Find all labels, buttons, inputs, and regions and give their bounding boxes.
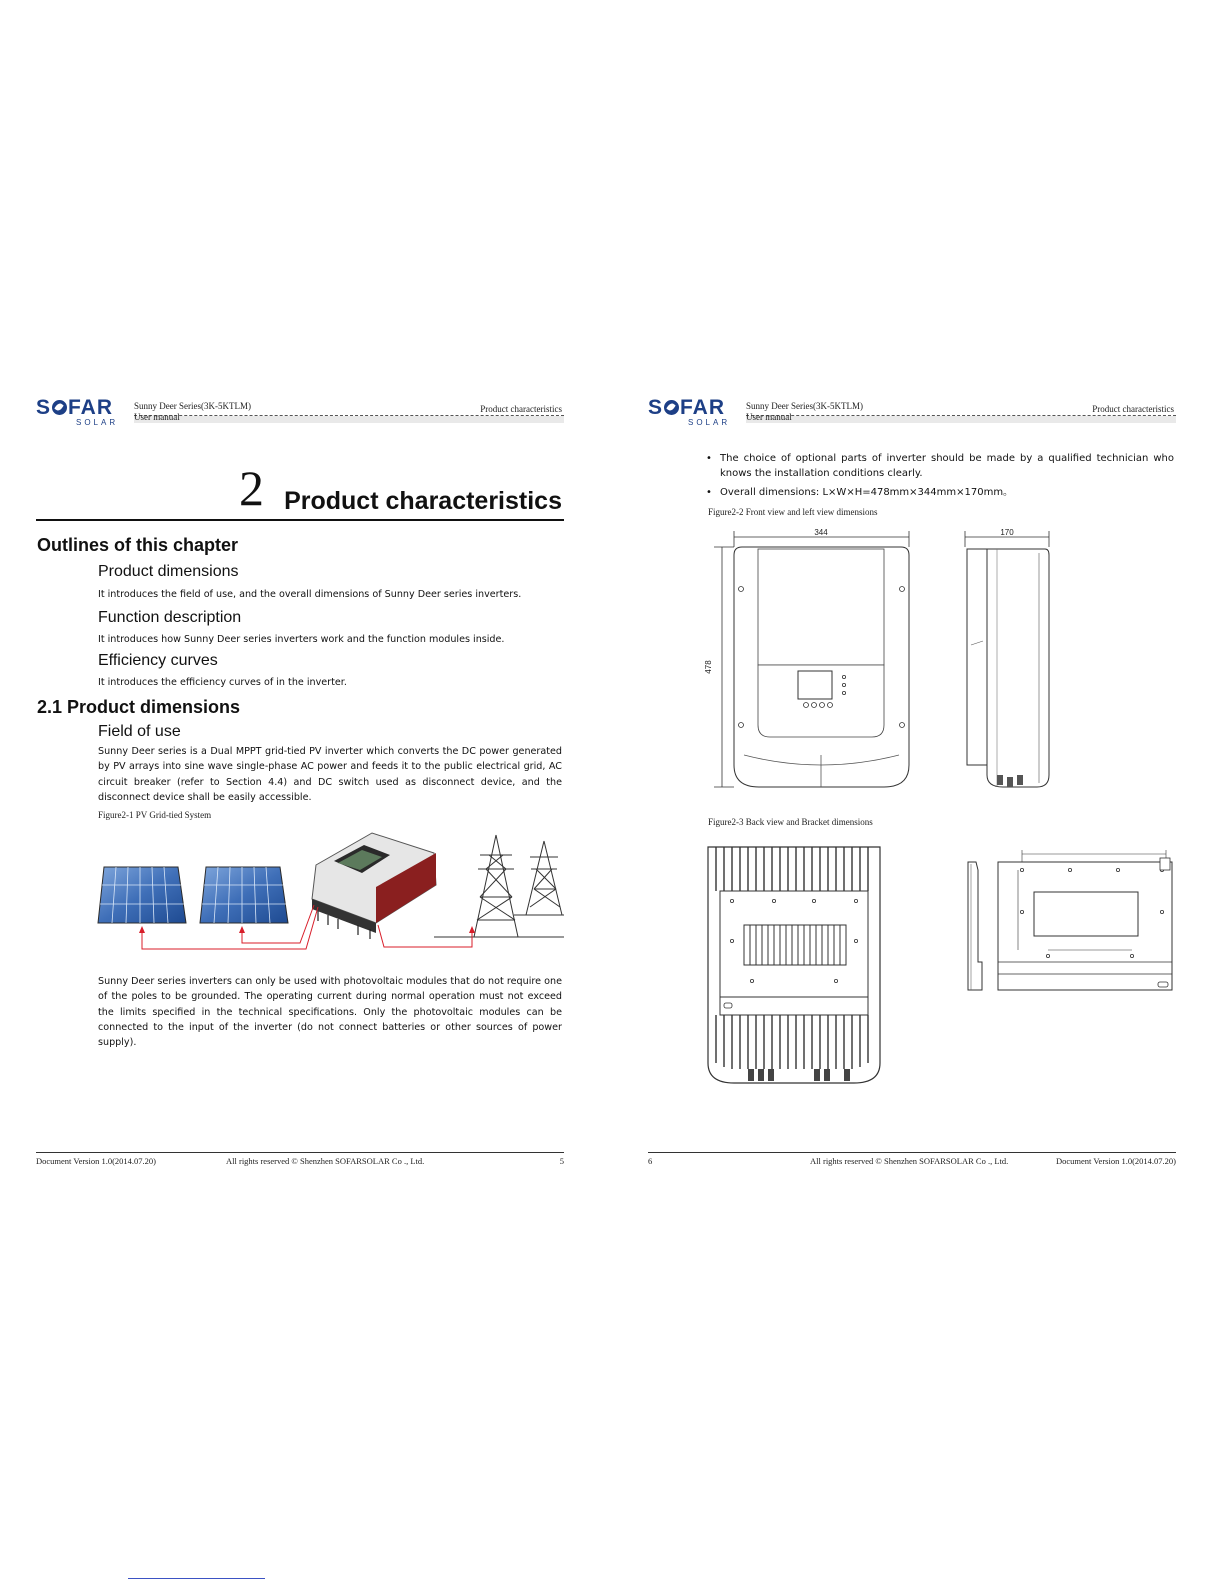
solar-panel-1-icon [98, 867, 186, 923]
bottom-underline-link[interactable] [128, 1578, 265, 1579]
bracket-dimension-drawing [960, 850, 1175, 1000]
bullet-dot-icon: • [706, 453, 712, 464]
page-header [36, 395, 564, 425]
field-of-use-paragraph: Sunny Deer series is a Dual MPPT grid-tied PV inverter which converts the DC power generated by PV arrays into sine wave single-phase AC power and feeds it to the public electrical grid, AC circuit breaker (refer to Section 4.4) and DC switch used as disconnect device, and the disconnect device shall be easily accessible. [98, 746, 562, 803]
outline-title-efficiency: Efficiency curves [98, 652, 218, 669]
back-view-drawing [704, 843, 884, 1088]
left-view-dimension-drawing [953, 525, 1063, 795]
footer-version: Document Version 1.0(2014.07.20) [36, 1156, 157, 1166]
figure-2-1-caption: Figure2-1 PV Grid-tied System [98, 810, 212, 820]
header-rule [134, 415, 564, 416]
left-page [36, 395, 566, 1175]
logo-leaf-icon [52, 400, 67, 415]
sofar-logo [36, 397, 134, 425]
footer-version: Document Version 1.0(2014.07.20) [1055, 1156, 1176, 1166]
connection-arrow-icons [139, 926, 475, 933]
footer-rule [36, 1152, 564, 1153]
dim-depth-label: 170 [1000, 528, 1014, 537]
bullet-optional-parts: The choice of optional parts of inverter should be made by a qualified technician who knows the installation conditions clearly. [720, 453, 1174, 480]
logo-solar: SOLAR [688, 418, 731, 427]
bullet-overall-dimensions: Overall dimensions: L×W×H=478mm×344mm×170mm。 [720, 487, 1014, 498]
logo-letters-far: FAR [68, 396, 114, 419]
figure-2-3-caption: Figure2-3 Back view and Bracket dimensions [708, 817, 873, 827]
header-band [134, 416, 564, 423]
pv-grid-tied-system-illustration [94, 825, 564, 960]
outline-title-function: Function description [98, 609, 242, 626]
header-series: Sunny Deer Series(3K-5KTLM) [134, 401, 251, 411]
page-number: 5 [559, 1156, 564, 1166]
dim-width-label: 344 [814, 528, 828, 537]
front-view-dimension-drawing [704, 525, 919, 795]
inverter-unit-icon [312, 833, 436, 939]
header-section: Product characteristics [480, 404, 562, 414]
solar-panel-2-icon [200, 867, 288, 923]
outline-desc-function: It introduces how Sunny Deer series inverters work and the function modules inside. [98, 634, 505, 645]
outline-heading: Outlines of this chapter [37, 535, 239, 555]
outline-title-dimensions: Product dimensions [98, 563, 239, 580]
header-rule [746, 415, 1176, 416]
sofar-logo [648, 397, 746, 425]
power-pylon-2-icon [526, 841, 562, 915]
chapter-number: 2 [239, 460, 264, 516]
footer-rights: All rights reserved © Shenzhen SOFARSOLAR Co ., Ltd. [226, 1156, 425, 1166]
chapter-heading [36, 460, 564, 521]
header-section: Product characteristics [1092, 404, 1174, 414]
header-band [746, 416, 1176, 423]
logo-letter-s: S [648, 396, 664, 419]
subsection-heading: Field of use [98, 723, 181, 740]
chapter-title: Product characteristics [284, 487, 562, 515]
dim-height-label: 478 [704, 660, 713, 674]
logo-leaf-icon [664, 400, 679, 415]
header-series: Sunny Deer Series(3K-5KTLM) [746, 401, 863, 411]
logo-letter-s: S [36, 396, 52, 419]
logo-solar: SOLAR [76, 418, 119, 427]
footer-rights: All rights reserved © Shenzhen SOFARSOLAR Co ., Ltd. [810, 1156, 1009, 1166]
logo-letters-far: FAR [680, 396, 726, 419]
usage-paragraph: Sunny Deer series inverters can only be used with photovoltaic modules that do not require one of the poles to be grounded. The operating current during normal operation must not exceed the limits specified in the technical specifications. Only the photovoltaic modules can be connected to the input of the inverter (do not connect batteries or other sources of power supply). [98, 976, 562, 1049]
footer-rule [648, 1152, 1176, 1153]
header-manual: User manual [134, 412, 180, 422]
power-pylon-1-icon [474, 835, 518, 937]
right-page [648, 395, 1178, 1175]
page-header [648, 395, 1176, 425]
bullet-dot-icon: • [706, 487, 712, 498]
connection-lines [142, 905, 472, 949]
outline-desc-dimensions: It introduces the field of use, and the overall dimensions of Sunny Deer series inverters. [98, 589, 522, 600]
section-heading: 2.1 Product dimensions [37, 697, 241, 717]
outline-desc-efficiency: It introduces the efficiency curves of in the inverter. [98, 677, 347, 688]
figure-2-2-caption: Figure2-2 Front view and left view dimensions [708, 507, 878, 517]
page-number: 6 [648, 1156, 653, 1166]
header-manual: User manual [746, 412, 792, 422]
